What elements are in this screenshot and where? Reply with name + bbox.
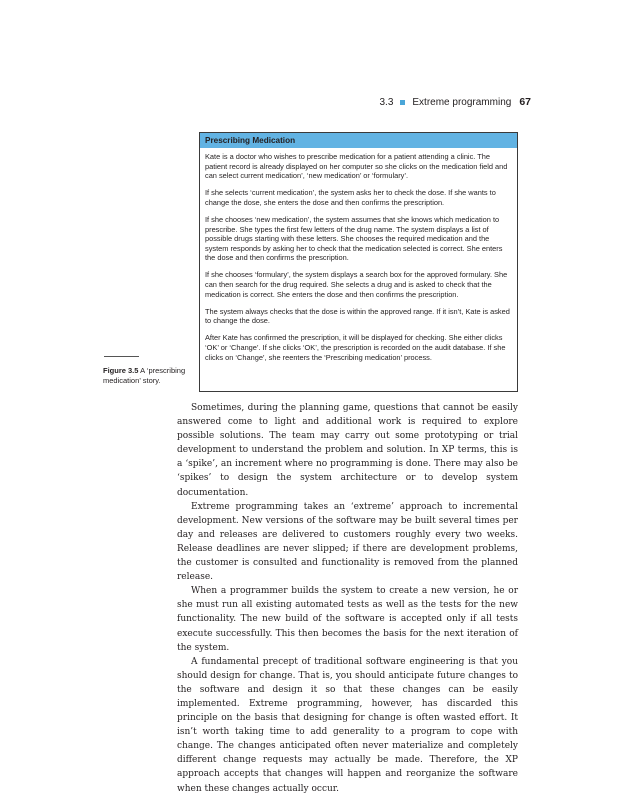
story-paragraph: If she selects ‘current medication’, the system asks her to check the dose. If she wants to change the dose, she enters the dose and then confirms the prescription. (205, 188, 496, 207)
body-paragraph: When a programmer builds the system to create a new version, he or she must run all existing automated tests as well as the tests for the new functionality. The new build of the software is accepted only if all tests execute successfully. This then becomes the basis for the next iteration of the system. (177, 586, 518, 653)
story-paragraph: If she chooses ‘formulary’, the system displays a search box for the approved formulary. She can then search for the drug required. She selects a drug and is asked to check that the medication is correct. She enters the dose and then confirms the prescription. (205, 270, 508, 299)
body-paragraph: Sometimes, during the planning game, questions that cannot be easily answered come to light and additional work is required to explore possible solutions. The team may carry out some prototyping or trial development to understand the problem and solution. In XP terms, this is a ‘spike’, an increment where no programming is done. There may also be ‘spikes’ to design the system architecture or to develop system documentation. (177, 403, 518, 498)
caption-rule (104, 356, 139, 357)
story-paragraph: The system always checks that the dose is within the approved range. If it isn’t, Kate is asked to change the dose. (205, 306, 510, 326)
page-number: 67 (519, 96, 531, 108)
section-title: Extreme programming (412, 96, 512, 108)
story-paragraph: If she chooses ‘new medication’, the system assumes that she knows which medication to prescribe. She types the first few letters of the drug name. The system displays a list of possible drugs starting with these letters. She chooses the required medication and the system responds by asking her to check that the medication selected is correct. She enters the dose and then confirms the prescription. (205, 214, 503, 263)
body-text (177, 401, 518, 796)
running-header (379, 96, 531, 108)
square-bullet-icon (400, 100, 405, 105)
story-paragraph: Kate is a doctor who wishes to prescribe medication for a patient attending a clinic. The patient record is already displayed on her computer so she clicks on the medication field and can select current medication’, ‘new medication’ or ‘formulary’. (205, 152, 508, 181)
figure-caption (103, 366, 195, 386)
body-paragraph: A fundamental precept of traditional software engineering is that you should design for change. That is, you should anticipate future changes to the software and design it so that these changes can be easily implemented. Extreme programming, however, has discarded this principle on the basis that designing for change is often wasted effort. It isn’t worth taking time to add generality to a program to cope with change. The changes anticipated often never materialize and completely different change requests may actually be made. Therefore, the XP approach accepts that changes will happen and reorganize the software when these changes actually occur. (177, 656, 518, 794)
story-card (199, 132, 518, 392)
story-card-body (200, 148, 517, 362)
figure-number: Figure 3.5 (103, 366, 139, 375)
story-paragraph: After Kate has confirmed the prescription, it will be displayed for checking. She either clicks ‘OK’ or ‘Change’. If she clicks ‘OK’, the prescription is recorded on the audit database. If she clicks on ‘Change’, she reenters the ‘Prescribing medication’ process. (205, 333, 506, 362)
body-paragraph: Extreme programming takes an ‘extreme’ approach to incremental development. New versions of the software may be built several times per day and releases are delivered to customers roughly every two weeks. Release deadlines are never slipped; if there are development problems, the customer is consulted and functionality is removed from the planned release. (177, 501, 518, 583)
section-number: 3.3 (379, 96, 394, 108)
story-card-title: Prescribing Medication (200, 133, 517, 148)
figure-caption-text: A ‘prescribing medication’ story. (103, 366, 186, 385)
